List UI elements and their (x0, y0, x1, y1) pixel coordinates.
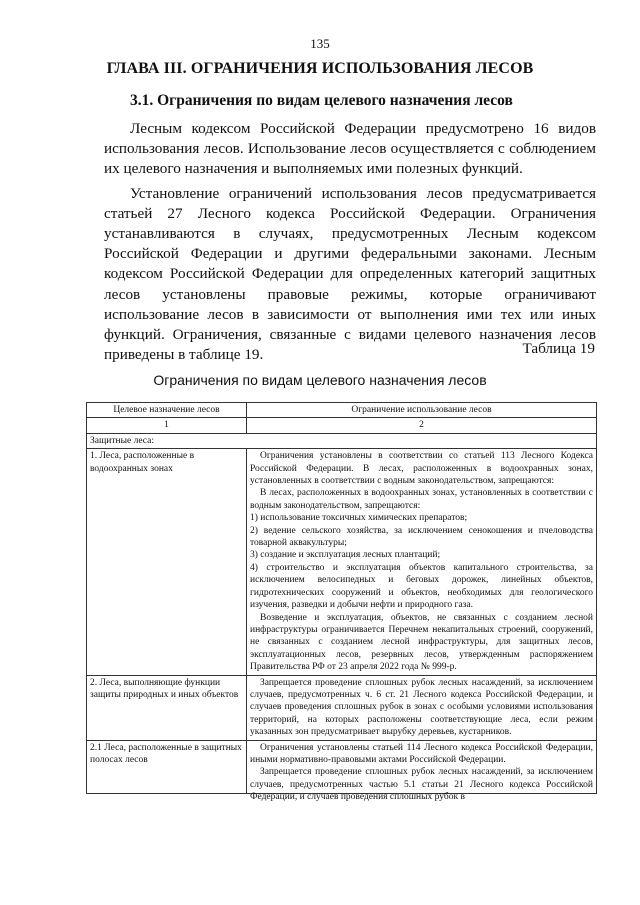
body-text (104, 119, 596, 369)
restriction-text: 3) создание и эксплуатация лесных плантаций; (250, 550, 441, 561)
restrictions-table (86, 402, 597, 803)
table-row (87, 675, 597, 740)
column-number-cell: 2 (247, 418, 597, 433)
section-title: 3.1. Ограничения по видам целевого назначения лесов (130, 92, 513, 109)
table-caption: Ограничения по видам целевого назначения лесов (153, 372, 487, 388)
restriction-cell (247, 740, 597, 803)
column-number-row (87, 418, 597, 433)
table-header-row (87, 403, 597, 418)
paragraph: Лесным кодексом Российской Федерации предусмотрено 16 видов использования лесов. Использование лесов осуществляется с соблюдением их целевого назначения и выполняемых ими полезных функций. (104, 120, 596, 178)
group-row (87, 433, 597, 448)
purpose-cell: 1. Леса, расположенные в водоохранных зонах (87, 449, 247, 675)
header-cell: Целевое назначение лесов (87, 403, 247, 418)
restriction-text: 2) ведение сельского хозяйства, за исключением сенокошения и пчеловодства товарной аквакультуры; (250, 525, 593, 549)
paragraph: Установление ограничений использования лесов предусматривается статьей 27 Лесного кодекса Российской Федерации. Ограничения устанавливаются в случаях, предусмотренных Лесным кодексом Российской Федерации и другими федеральными законами. Лесным кодексом Российской Федерации для определенных категорий защитных лесов установлены правовые режимы, которые ограничивают использование лесов в зависимости от выполнения ими тех или иных функций. Ограничения, связанные с видами целевого назначения лесов приведены в таблице 19. (104, 184, 596, 364)
restriction-text: В лесах, расположенных в водоохранных зонах, установленных в соответствии с водным законодательством, запрещаются: (250, 488, 593, 511)
restriction-cell (247, 675, 597, 740)
restriction-text: Запрещается проведение сплошных рубок лесных насаждений, за исключением случаев, предусмотренных частью 5.1 статьи 21 Лесного кодекса Российской Федерации, и случаев проведения сплошных рубок в (250, 767, 593, 803)
chapter-title: ГЛАВА III. ОГРАНИЧЕНИЯ ИСПОЛЬЗОВАНИЯ ЛЕСОВ (106, 60, 534, 77)
purpose-cell: 2.1 Леса, расположенные в защитных полосах лесов (87, 740, 247, 793)
restriction-text: 1) использование токсичных химических препаратов; (250, 513, 468, 524)
restriction-text: Запрещается проведение сплошных рубок лесных насаждений, за исключением случаев, предусмотренных ч. 6 ст. 21 Лесного кодекса Российской Федерации, и случаев проведения сплошных рубок в зонах с особыми условиями использования территорий, на которых расположены соответствующие леса, если режим указанных зон предусматривает вырубку деревьев, кустарников. (250, 677, 593, 738)
restriction-text: Возведение и эксплуатация, объектов, не связанных с созданием лесной инфраструктуры ограничивается Перечнем некапитальных строений, сооружений, не связанных с созданием лесной инфраструктуры, для защитных лесов, эксплуатационных лесов, резервных лесов, утвержденным распоряжением Правительства РФ от 23 апреля 2022 года № 999-р. (250, 612, 593, 673)
page-number: 135 (310, 36, 330, 51)
restriction-text: Ограничения установлены статьей 114 Лесного кодекса Российской Федерации, иными нормативно-правовыми актами Российской Федерации. (250, 742, 593, 765)
restriction-text: 4) строительство и эксплуатация объектов капитального строительства, за исключением велосипедных и беговых дорожек, линейных объектов, гидротехнических сооружений и объектов, необходимых для геологического изучения, разведки и добычи нефти и природного газа. (250, 562, 593, 611)
cell-continuation (250, 742, 593, 803)
restriction-text: Ограничения установлены в соответствии со статьей 113 Лесного Кодекса Российской Федерации. В лесах, расположенных в водоохранных зонах, установленных в соответствии с водным законодательством, запрещаются: (250, 451, 593, 487)
restriction-cell (247, 449, 597, 675)
purpose-cell: 2. Леса, выполняющие функции защиты природных и иных объектов (87, 675, 247, 740)
table-number: Таблица 19 (522, 340, 595, 357)
group-label: Защитные леса: (87, 433, 597, 448)
table-row (87, 449, 597, 675)
column-number-cell: 1 (87, 418, 247, 433)
header-cell: Ограничение использование лесов (247, 403, 597, 418)
table-row (87, 740, 597, 793)
